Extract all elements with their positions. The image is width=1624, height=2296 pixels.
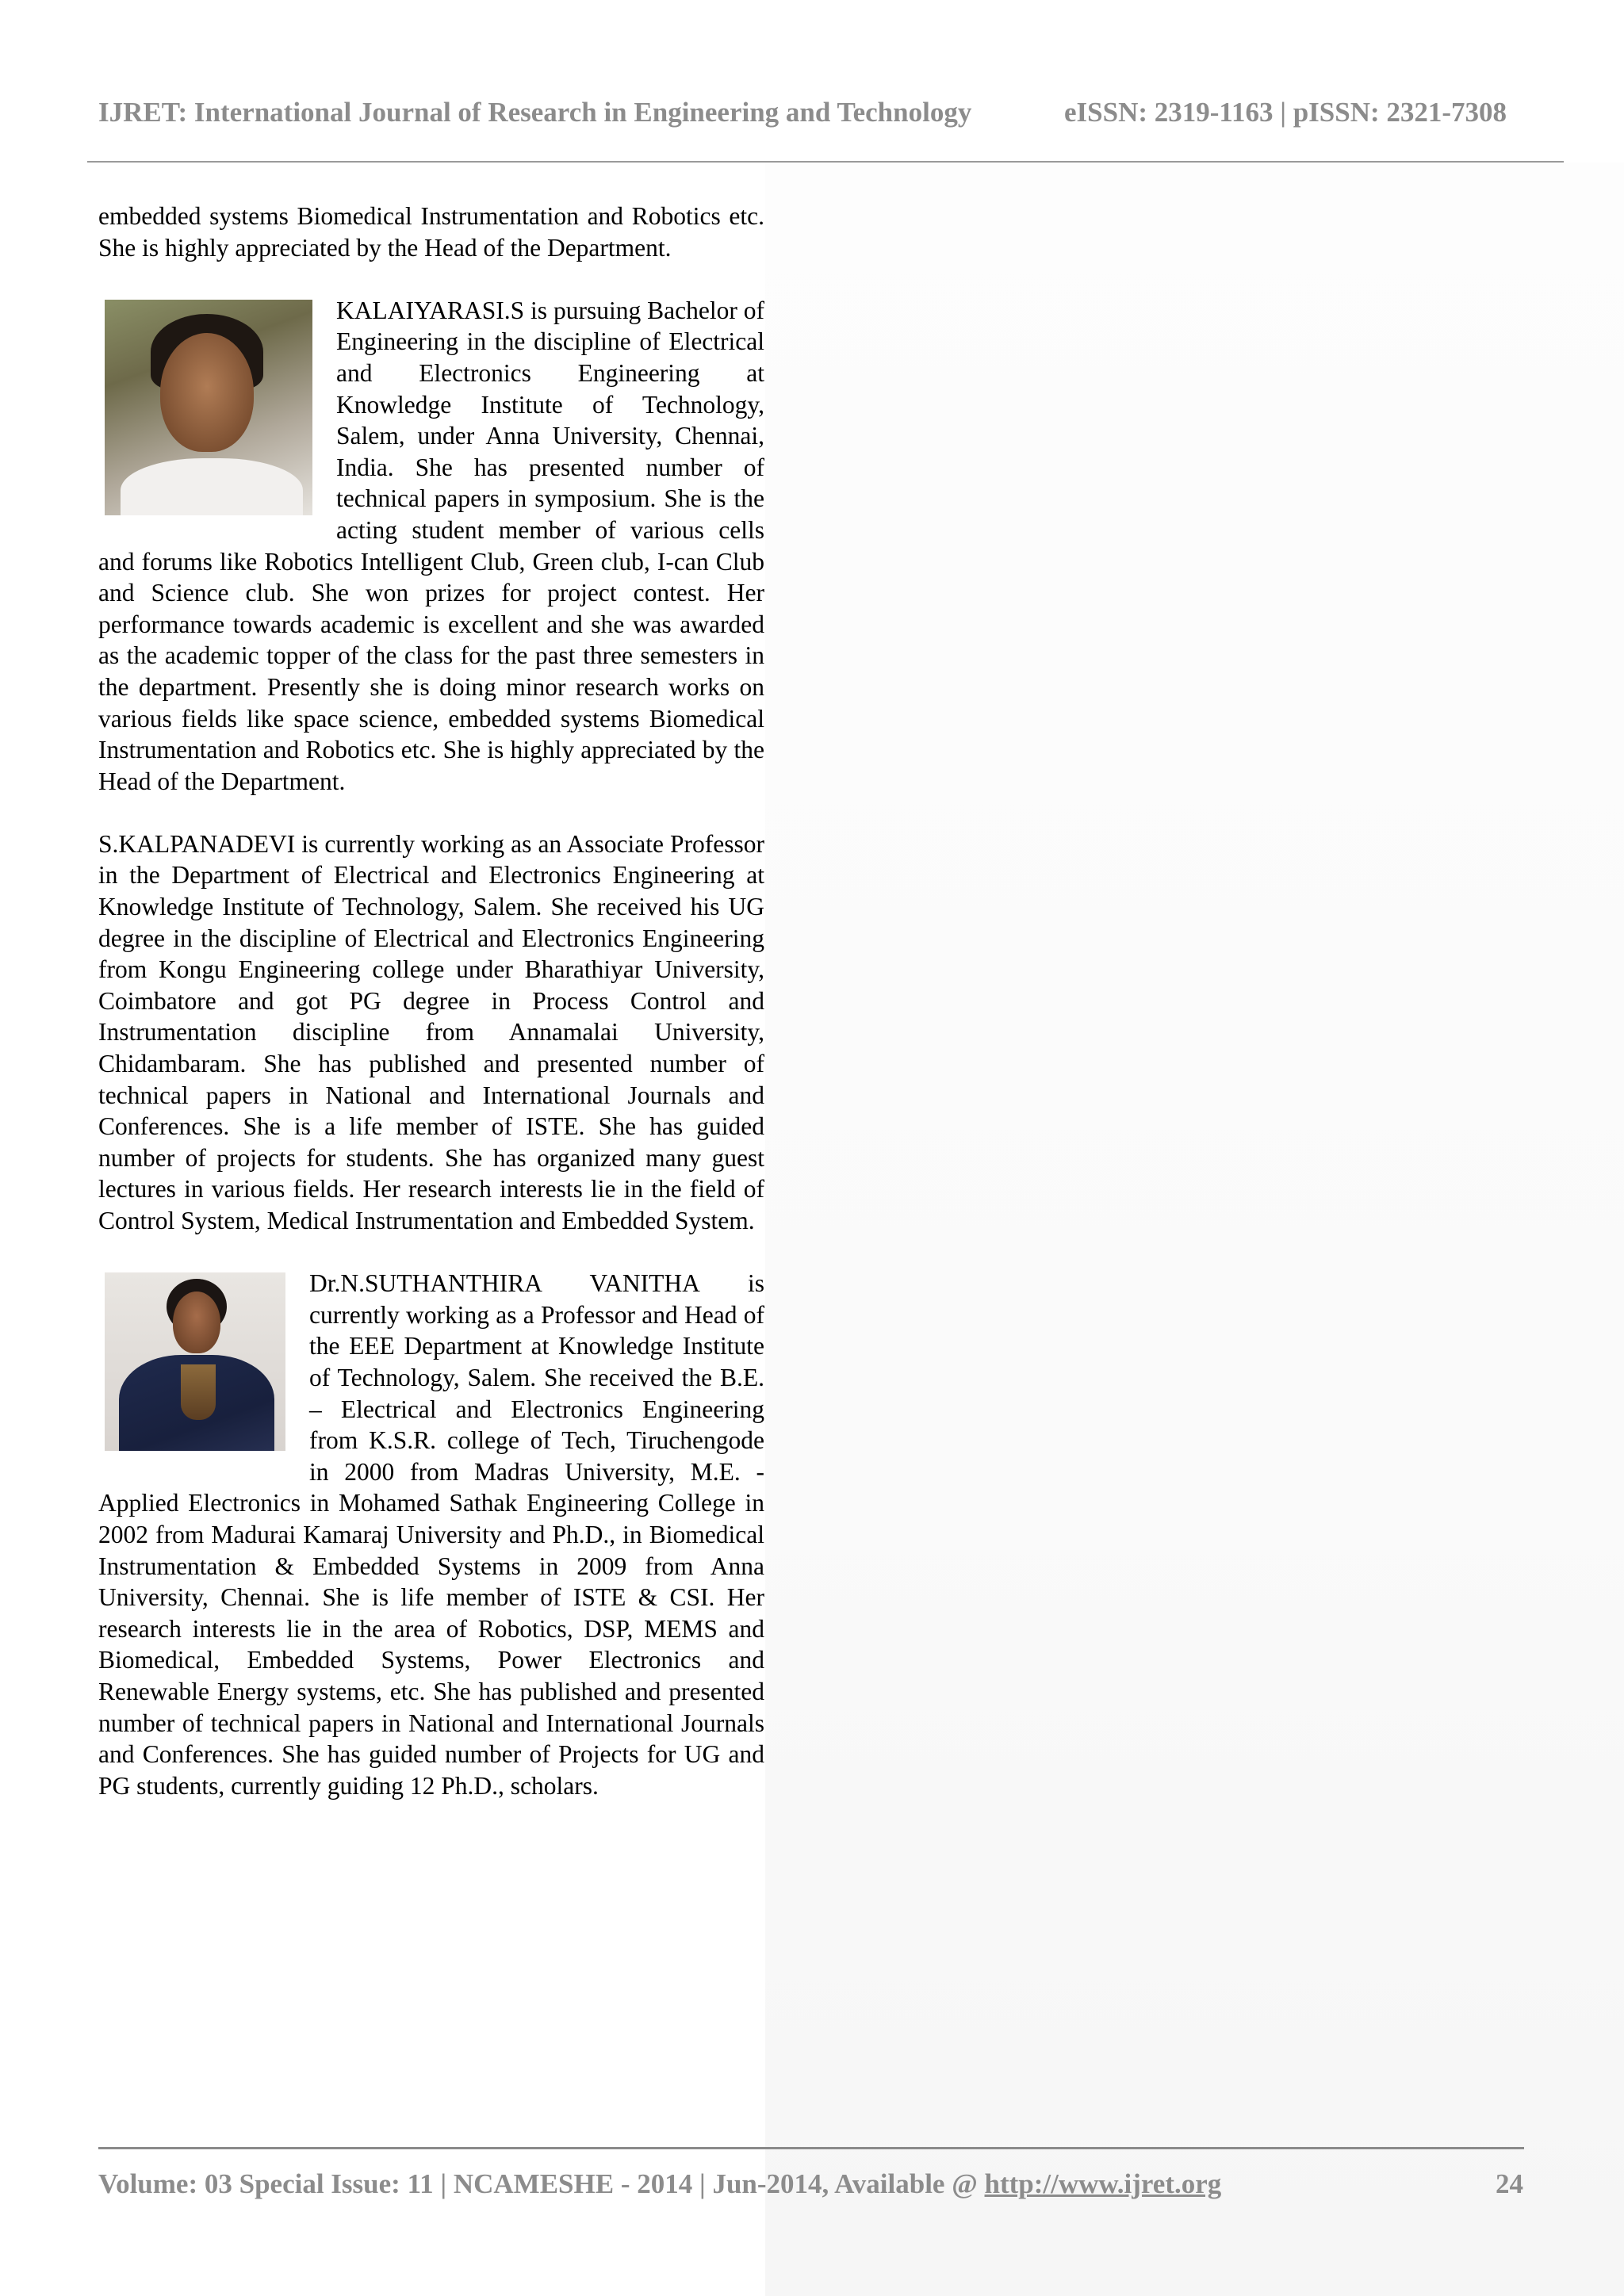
- bio-text-vanitha: Dr.N.SUTHANTHIRA VANITHA is currently working as a Professor and Head of the EEE Department at Knowledge Institute of Technology, Salem. She received the B.E. – Electrical and Electronics Engineering from K.S.R. college of Tech, Tiruchengode in 2000 from Madras University, M.E. - Applied Electronics in Mohamed Sathak Engineering College in 2002 from Madurai Kamaraj University and Ph.D., in Biomedical Instrumentation & Embedded Systems in 2009 from Anna University, Chennai. She is life member of ISTE & CSI. Her research interests lie in the area of Robotics, DSP, MEMS and Biomedical, Embedded Systems, Power Electronics and Renewable Energy systems, etc. She has published and presented number of technical papers in National and International Journals and Conferences. She has guided number of Projects for UG and PG students, currently guiding 12 Ph.D., scholars.: [98, 1269, 764, 1800]
- page-number: 24: [1496, 2168, 1523, 2199]
- journal-link[interactable]: http://www.ijret.org: [984, 2168, 1222, 2199]
- volume-text: Volume: 03 Special Issue: 11 | NCAMESHE - 2014 | Jun-2014, Available @: [98, 2168, 985, 2199]
- author-photo-vanitha: [105, 1272, 285, 1451]
- author-photo-kalaiyarasi: [105, 300, 312, 515]
- page-background-shade: [765, 163, 1624, 2296]
- volume-info: [98, 2168, 1221, 2200]
- journal-title: IJRET: International Journal of Research in Engineering and Technology: [98, 97, 972, 128]
- author-bio-vanitha: [98, 1268, 764, 1801]
- continued-paragraph: embedded systems Biomedical Instrumentation and Robotics etc. She is highly appreciated by the Head of the Department.: [98, 202, 764, 262]
- bio-text-kalaiyarasi: KALAIYARASI.S is pursuing Bachelor of Engineering in the discipline of Electrical and Electronics Engineering at Knowledge Institute of Technology, Salem, under Anna University, Chennai, India. She has presented number of technical papers in symposium. She is the acting student member of various cells and forums like Robotics Intelligent Club, Green club, I-can Club and Science club. She won prizes for project contest. Her performance towards academic is excellent and she was awarded as the academic topper of the class for the past three semesters in the department. Presently she is doing minor research works on various fields like space science, embedded systems Biomedical Instrumentation and Robotics etc. She is highly appreciated by the Head of the Department.: [98, 296, 764, 795]
- author-bio-kalaiyarasi: [98, 295, 764, 798]
- header-divider: [87, 161, 1564, 163]
- footer-divider: [98, 2147, 1524, 2149]
- issn-numbers: eISSN: 2319-1163 | pISSN: 2321-7308: [1064, 97, 1507, 128]
- author-bio-kalpanadevi: S.KALPANADEVI is currently working as an Associate Professor in the Department of Electrical and Electronics Engineering at Knowledge Institute of Technology, Salem. She received his UG degree in the discipline of Electrical and Electronics Engineering from Kongu Engineering college under Bharathiyar University, Coimbatore and got PG degree in Process Control and Instrumentation discipline from Annamalai University, Chidambaram. She has published and presented number of technical papers in National and International Journals and Conferences. She is a life member of ISTE. She has guided number of projects for students. She has organized many guest lectures in various fields. Her research interests lie in the field of Control System, Medical Instrumentation and Embedded System.: [98, 829, 764, 1234]
- left-text-column: [98, 201, 764, 1833]
